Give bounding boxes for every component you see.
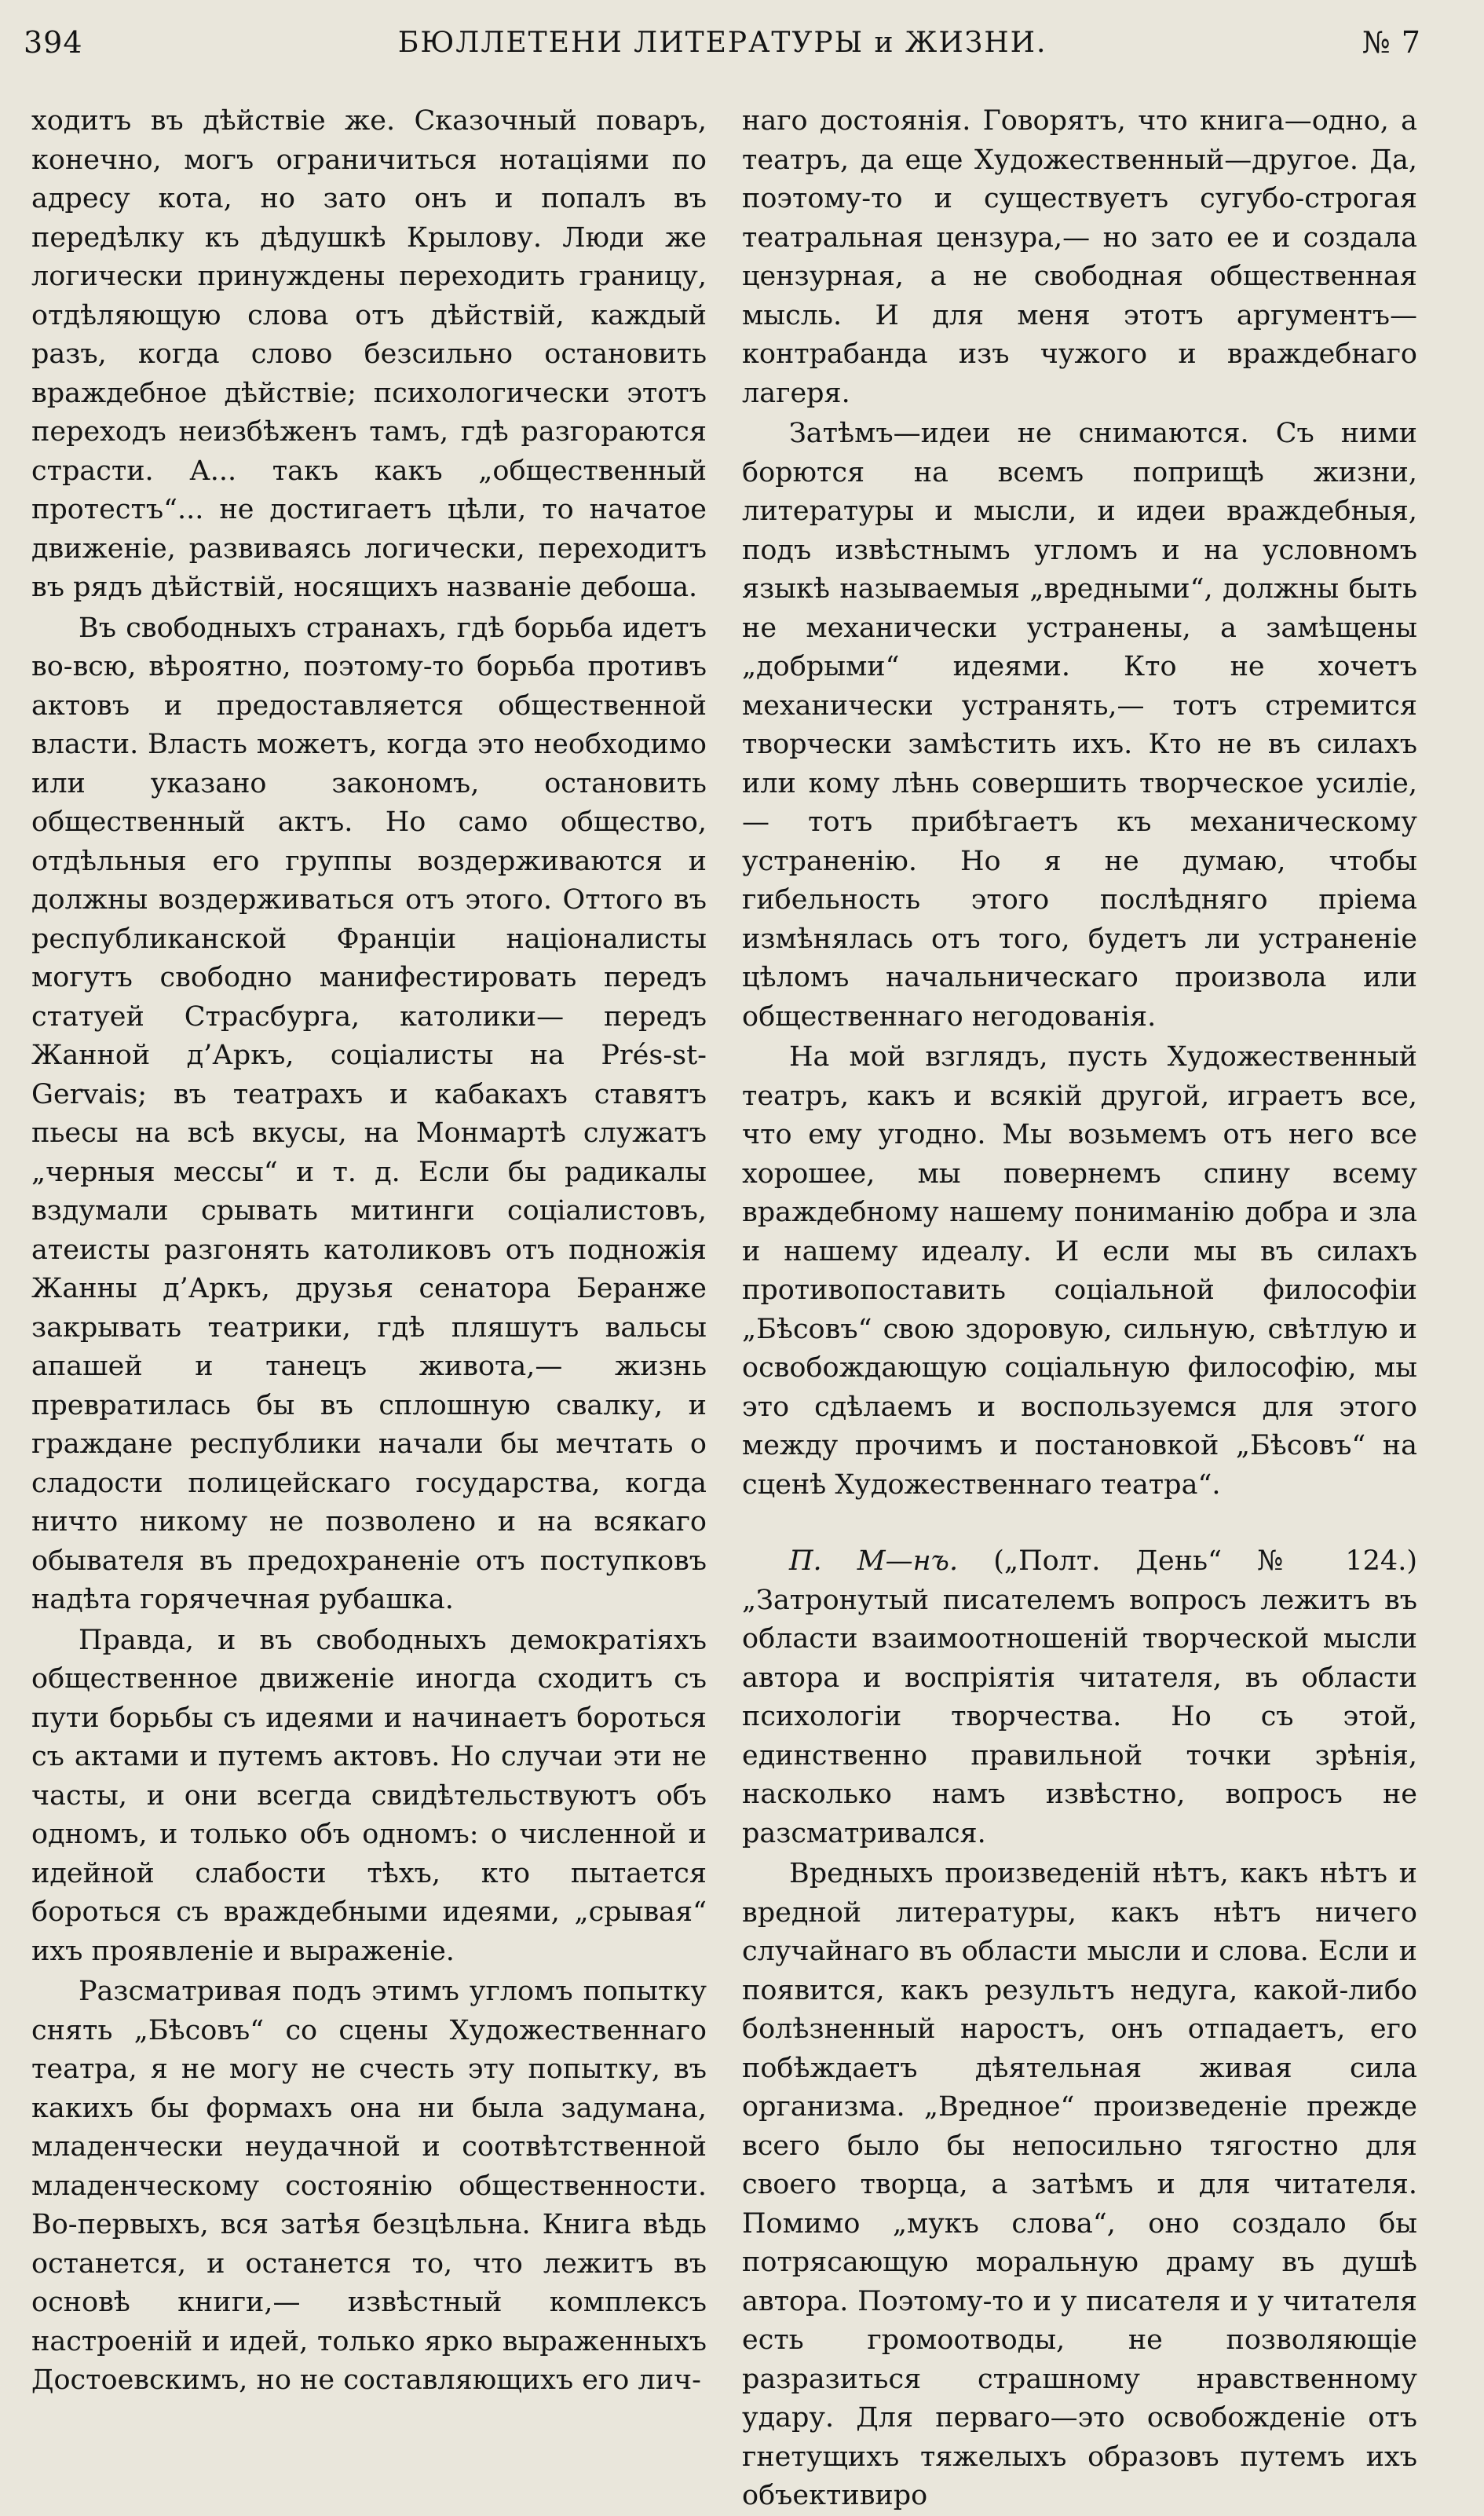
paragraph: Вредныхъ произведеній нѣтъ, какъ нѣтъ и вредной литературы, какъ нѣтъ ничего случайнаго въ области мысли и слова. Если и появится, какъ результъ недуга, какой-либо болѣзненный наростъ, онъ отпадаетъ, его побѣждаетъ дѣятельная живая сила организма. „Вредное“ произведеніе прежде всего было бы непосильно тягостно для своего творца, а затѣмъ и для читателя. Помимо „мукъ слова“, оно создало бы потрясающую моральную драму въ душѣ автора. Поэтому-то и у писателя и у читателя есть громоотводы, не позволяющіе разразиться страшному нравственному удару. Для перваго—это освобожденіе отъ гнетущихъ тяжелыхъ образовъ путемъ ихъ объективиро — [742, 1858, 1417, 2511]
paragraph-attributed — [742, 1542, 1417, 1853]
paragraph: На мой взглядъ, пусть Художественный театръ, какъ и всякій другой, играетъ все, что ему угодно. Мы возьмемъ отъ него все хорошее, мы повернемъ спину всему враждебному нашему пониманію добра и зла и нашему идеалу. И если мы въ силахъ противопоставить соціальной философіи „Бѣсовъ“ свою здоровую, сильную, свѣтлую и освобождающую соціальную философію, мы это сдѣлаемъ и воспользуемся для этого между прочимъ и постановкой „Бѣсовъ“ на сценѣ Художественнаго театра“. — [742, 1041, 1417, 1501]
paragraph-text: („Полт. День“ № 124.) „Затронутый писателемъ вопросъ лежитъ въ области взаимоотношеній творческой мысли автора и воспріятія читателя, въ области психологіи творчества. Но съ этой, единственно правильной точки зрѣнія, насколько намъ извѣстно, вопросъ не разсматривался. — [742, 1545, 1417, 1849]
page-number: 394 — [24, 25, 83, 60]
author-signature: П. М—нъ. — [789, 1545, 959, 1577]
left-column — [31, 102, 707, 2401]
paragraph: Разсматривая подъ этимъ угломъ попытку снять „Бѣсовъ“ со сцены Художественнаго театра, я не могу не счесть эту попытку, въ какихъ бы формахъ она ни была задумана, младенчески неудачной и соотвѣтственной младенческому состоянію общественности. Во-первыхъ, вся затѣя безцѣльна. Книга вѣдь останется, и останется то, что лежитъ въ основѣ книги,— извѣстный комплексъ настроеній и идей, только ярко выраженныхъ Достоевскимъ, но не составляющихъ его лич- — [31, 1976, 707, 2396]
paragraph: Правда, и въ свободныхъ демократіяхъ общественное движеніе иногда сходитъ съ пути борьбы съ идеями и начинаетъ бороться съ актами и путемъ актовъ. Но случаи эти не часты, и они всегда свидѣтельствуютъ объ одномъ, и только объ одномъ: о численной и идейной слабости тѣхъ, кто пытается бороться съ враждебными идеями, „срывая“ ихъ проявленіе и выраженіе. — [31, 1624, 707, 1967]
paragraph: Въ свободныхъ странахъ, гдѣ борьба идетъ во-всю, вѣроятно, поэтому-то борьба противъ актовъ и предоставляется общественной власти. Власть можетъ, когда это необходимо или указано закономъ, остановить общественный актъ. Но само общество, отдѣльныя его группы воздерживаются и должны воздерживаться отъ этого. Оттого въ республиканской Франціи націоналисты могутъ свободно манифестировать передъ статуей Страсбурга, католики— передъ Жанной д’Аркъ, соціалисты на Prés-st-Gervais; въ театрахъ и кабакахъ ставятъ пьесы на всѣ вкусы, на Монмартѣ служатъ „черныя мессы“ и т. д. Если бы радикалы вздумали срывать митинги соціалистовъ, атеисты разгонять католиковъ отъ подножія Жанны д’Аркъ, друзья сенатора Беранже закрывать театрики, гдѣ пляшутъ вальсы апашей и танецъ живота,— жизнь превратилась бы въ сплошную свалку, и граждане республики начали бы мечтать о сладости полицейскаго государства, когда ничто никому не позволено и на всякаго обывателя въ предохраненіе отъ поступковъ надѣта горячечная рубашка. — [31, 612, 707, 1615]
issue-number: № 7 — [1362, 25, 1421, 60]
journal-title: БЮЛЛЕТЕНИ ЛИТЕРАТУРЫ и ЖИЗНИ. — [397, 26, 1047, 59]
right-column — [742, 102, 1417, 2516]
section-gap — [742, 1505, 1417, 1542]
paragraph: Затѣмъ—идеи не снимаются. Съ ними борются на всемъ поприщѣ жизни, литературы и мысли, и идеи враждебныя, подъ извѣстнымъ угломъ и на условномъ языкѣ называемыя „вредными“, должны быть не механически устранены, а замѣщены „добрыми“ идеями. Кто не хочетъ механически устранять,— тотъ стремится творчески замѣстить ихъ. Кто не въ силахъ или кому лѣнь совершить творческое усиліе,— тотъ прибѣгаетъ къ механическому устраненію. Но я не думаю, чтобы гибельность этого послѣдняго пріема измѣнялась отъ того, будетъ ли устраненіе цѣломъ начальническаго произвола или общественнаго негодованія. — [742, 418, 1417, 1033]
paragraph: ходитъ въ дѣйствіе же. Сказочный поваръ, конечно, могъ ограничиться нотаціями по адресу кота, но зато онъ и попалъ въ передѣлку къ дѣдушкѣ Крылову. Люди же логически принуждены переходить границу, отдѣляющую слова отъ дѣйствій, каждый разъ, когда слово безсильно остановить враждебное дѣйствіе; психологически этотъ переходъ неизбѣженъ тамъ, гдѣ разгораются страсти. А... такъ какъ „общественный протестъ“... не достигаетъ цѣли, то начатое движеніе, развиваясь логически, переходитъ въ рядъ дѣйствій, носящихъ названіе дебоша. — [31, 105, 707, 603]
page-header — [24, 19, 1421, 66]
paragraph: наго достоянія. Говорятъ, что книга—одно, а театръ, да еще Художественный—другое. Да, поэтому-то и существуетъ сугубо-строгая театральная цензура,— но зато ее и создала цензурная, а не свободная общественная мысль. И для меня этотъ аргументъ—контрабанда изъ чужого и враждебнаго лагеря. — [742, 105, 1417, 409]
